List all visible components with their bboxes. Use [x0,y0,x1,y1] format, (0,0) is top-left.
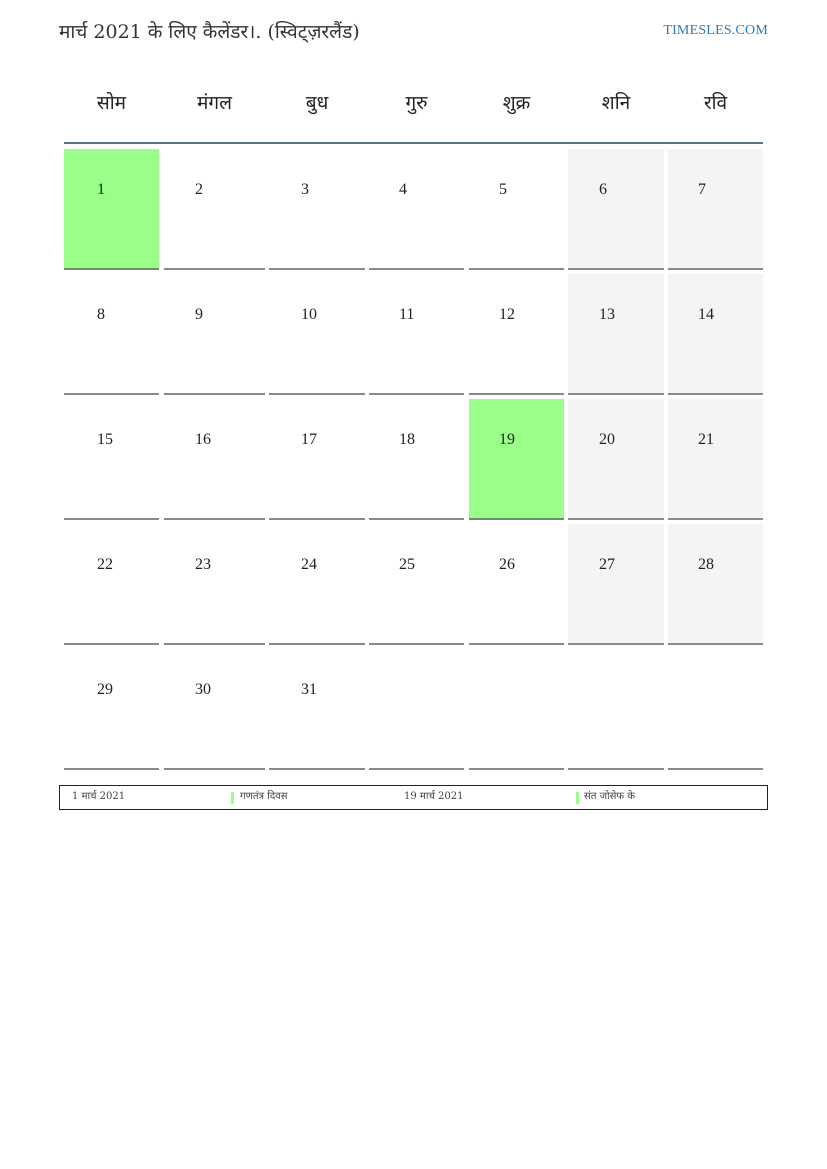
day-cell-24[interactable] [269,524,365,645]
day-number: 6 [599,181,607,198]
day-number: 19 [499,431,515,448]
day-number: 31 [301,681,317,698]
day-number: 27 [599,556,615,573]
day-number: 24 [301,556,317,573]
day-number: 14 [698,306,714,323]
day-cell-26[interactable] [469,524,564,645]
day-cell-17[interactable] [269,399,365,520]
day-cell-13[interactable] [568,274,664,395]
day-cell-16[interactable] [164,399,265,520]
day-number: 10 [301,306,317,323]
weekday-fri: शुक्र [502,92,531,114]
day-cell-20[interactable] [568,399,664,520]
legend-swatch-2 [576,792,579,804]
weekday-sat: शनि [601,92,631,114]
legend-holiday-2: संत जोसेफ के [584,791,635,802]
weekday-header-row [60,86,767,120]
day-cell-21[interactable] [668,399,763,520]
header-rule [64,142,763,144]
site-link[interactable]: TIMESLES.COM [663,23,768,38]
day-number: 25 [399,556,415,573]
day-number: 5 [499,181,507,198]
holiday-legend [59,785,768,810]
day-cell-25[interactable] [369,524,464,645]
day-number: 16 [195,431,211,448]
weekday-thu: गुरु [405,92,428,114]
day-cell-31[interactable] [269,649,365,770]
day-cell-19[interactable] [469,399,564,520]
day-cell-29[interactable] [64,649,159,770]
page-title: मार्च 2021 के लिए कैलेंडर।. (स्विट्ज़रलैंड) [59,21,360,43]
day-cell-4[interactable] [369,149,464,270]
empty-cell [369,649,464,770]
day-cell-5[interactable] [469,149,564,270]
day-number: 29 [97,681,113,698]
day-cell-14[interactable] [668,274,763,395]
empty-cell [568,649,664,770]
day-number: 9 [195,306,203,323]
day-cell-12[interactable] [469,274,564,395]
day-number: 1 [97,181,105,198]
day-cell-3[interactable] [269,149,365,270]
day-cell-10[interactable] [269,274,365,395]
empty-cell [668,649,763,770]
day-number: 17 [301,431,317,448]
day-number: 8 [97,306,105,323]
day-number: 7 [698,181,706,198]
day-number: 4 [399,181,407,198]
day-cell-8[interactable] [64,274,159,395]
legend-swatch-1 [231,792,234,804]
day-cell-9[interactable] [164,274,265,395]
day-number: 23 [195,556,211,573]
day-cell-1[interactable] [64,149,159,270]
day-number: 20 [599,431,615,448]
weekday-wed: बुध [305,92,329,114]
day-cell-18[interactable] [369,399,464,520]
day-number: 30 [195,681,211,698]
day-number: 21 [698,431,714,448]
day-cell-6[interactable] [568,149,664,270]
day-number: 2 [195,181,203,198]
day-cell-7[interactable] [668,149,763,270]
day-cell-28[interactable] [668,524,763,645]
day-number: 22 [97,556,113,573]
day-cell-15[interactable] [64,399,159,520]
weekday-mon: सोम [96,92,127,114]
weekday-sun: रवि [703,92,728,114]
day-number: 3 [301,181,309,198]
day-cell-11[interactable] [369,274,464,395]
legend-holiday-1: गणतंत्र दिवस [240,791,288,802]
legend-date-1: 1 मार्च 2021 [72,791,126,802]
day-number: 28 [698,556,714,573]
day-number: 26 [499,556,515,573]
day-number: 13 [599,306,615,323]
legend-date-2: 19 मार्च 2021 [404,791,464,802]
day-cell-2[interactable] [164,149,265,270]
empty-cell [469,649,564,770]
day-cell-27[interactable] [568,524,664,645]
day-cell-23[interactable] [164,524,265,645]
day-cell-30[interactable] [164,649,265,770]
day-number: 15 [97,431,113,448]
day-number: 11 [399,306,415,323]
weekday-tue: मंगल [197,92,232,114]
day-cell-22[interactable] [64,524,159,645]
day-number: 18 [399,431,415,448]
day-number: 12 [499,306,515,323]
